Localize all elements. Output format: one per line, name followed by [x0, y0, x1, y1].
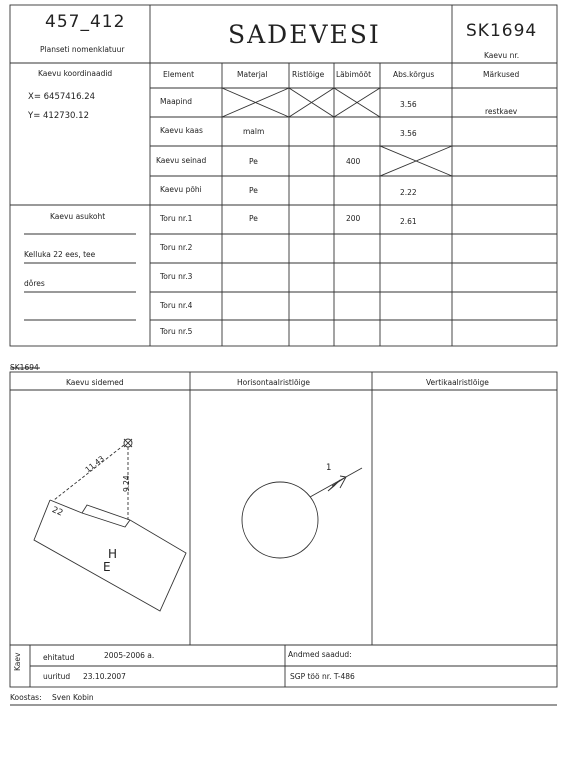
col-header-element: Element — [163, 70, 195, 79]
nomenclature-value: 457_412 — [45, 12, 126, 32]
row-abs: 2.61 — [400, 217, 417, 226]
well-number-label: Kaevu nr. — [484, 51, 520, 60]
lower-well-ref: SK1694 — [10, 363, 39, 372]
source-label: Andmed saadud: — [288, 650, 352, 659]
coordinates-heading: Kaevu koordinaadid — [38, 69, 113, 78]
nomenclature-label: Planseti nomenklatuur — [40, 45, 125, 54]
pipe-label: 1 — [326, 463, 332, 473]
row-element: Kaevu kaas — [160, 126, 203, 135]
row-element: Kaevu seinad — [156, 156, 207, 165]
row-element: Maapind — [160, 97, 193, 106]
panel-title-ties: Kaevu sidemed — [66, 378, 124, 387]
location-line-1: Kelluka 22 ees, tee — [24, 250, 96, 259]
row-material: Pe — [249, 214, 258, 223]
row-material: Pe — [249, 157, 258, 166]
row-element: Toru nr.1 — [160, 214, 193, 223]
row-notes: restkaev — [485, 107, 518, 116]
row-abs: 3.56 — [400, 129, 417, 138]
dimension-c: 22 — [50, 505, 65, 519]
row-diameter: 200 — [346, 214, 361, 223]
page-title: SADEVESI — [228, 20, 381, 49]
built-value: 2005-2006 a. — [104, 651, 155, 660]
location-line-2: dǒres — [24, 279, 45, 288]
row-element: Kaevu põhi — [160, 185, 202, 194]
upper-frame — [10, 5, 557, 346]
row-material: Pe — [249, 186, 258, 195]
col-header-material: Materjal — [237, 70, 268, 79]
well-number: SK1694 — [466, 21, 538, 41]
panel-title-vertical: Vertikaalristlõige — [426, 378, 489, 387]
row-element: Toru nr.2 — [160, 243, 193, 252]
building-label-h: H — [108, 547, 118, 561]
row-abs: 3.56 — [400, 100, 417, 109]
dimension-b: 9.24 — [122, 475, 131, 492]
surveyed-value: 23.10.2007 — [83, 672, 126, 681]
building-label-e: E — [103, 560, 111, 574]
surveyed-label: uuritud — [43, 672, 71, 681]
row-element: Toru nr.3 — [160, 272, 193, 281]
col-header-notes: Märkused — [483, 70, 520, 79]
coordinate-x: X= 6457416.24 — [28, 92, 96, 102]
col-header-abs: Abs.kõrgus — [393, 70, 435, 79]
lower-frame — [10, 372, 557, 645]
horizontal-section — [242, 468, 362, 558]
col-header-diameter: Läbimõõt — [336, 70, 372, 79]
row-abs: 2.22 — [400, 188, 417, 197]
built-label: ehitatud — [43, 653, 75, 662]
author-label: Koostas: — [10, 693, 42, 702]
col-header-cross: Ristlõige — [292, 70, 325, 79]
tie-sketch — [34, 439, 186, 611]
row-element: Toru nr.5 — [160, 327, 193, 336]
row-diameter: 400 — [346, 157, 361, 166]
source-value: SGP töö nr. T-486 — [290, 672, 355, 681]
author-value: Sven Kobin — [52, 693, 94, 702]
coordinate-y: Y= 412730.12 — [28, 111, 89, 121]
footer-side-label: Kaev — [13, 652, 22, 671]
row-element: Toru nr.4 — [160, 301, 193, 310]
row-material: malm — [243, 127, 265, 136]
panel-title-horizontal: Horisontaalristlõige — [237, 378, 311, 387]
location-heading: Kaevu asukoht — [50, 212, 106, 221]
dimension-a: 11.43 — [83, 453, 106, 475]
